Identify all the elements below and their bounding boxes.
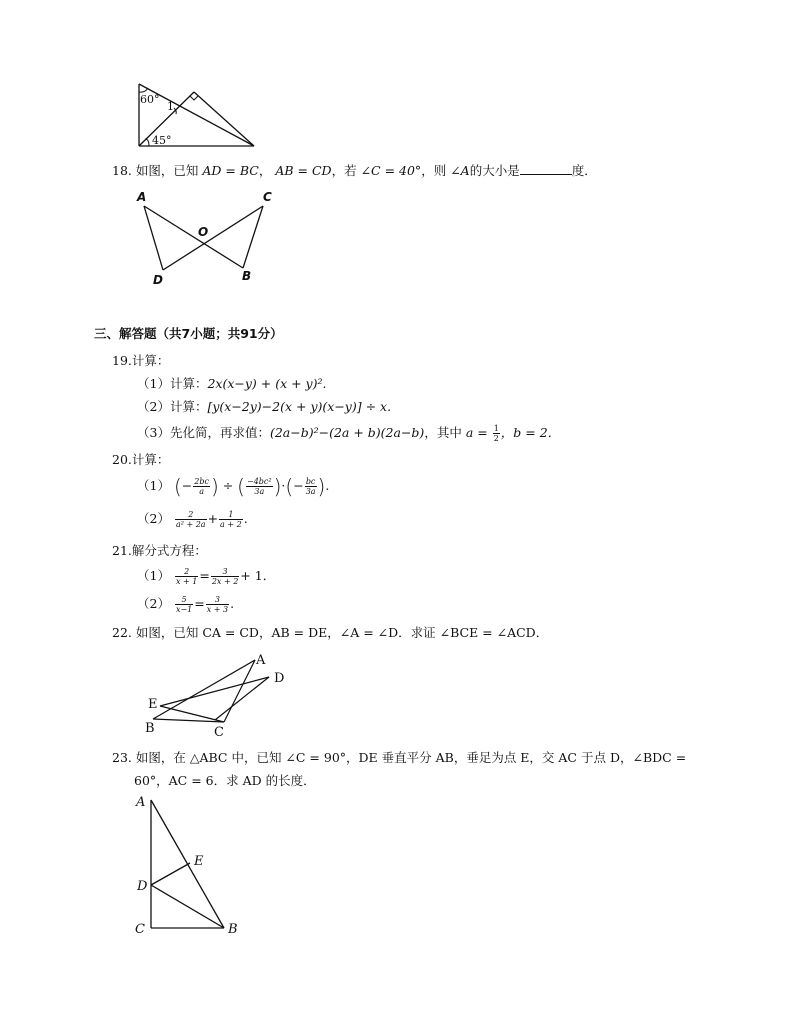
numerator: bc — [305, 477, 316, 486]
q19-p3-where: ，其中 — [424, 425, 462, 440]
answer-blank — [520, 163, 572, 175]
denominator: a — [199, 487, 204, 496]
q20-title: 计算： — [131, 452, 170, 467]
paren: ) — [210, 474, 219, 499]
q18-sep2: ，若 — [331, 163, 357, 178]
fig18-label-B: B — [242, 269, 252, 283]
q19-p3-b: ，b = 2． — [500, 425, 561, 440]
q18-number: 18. — [112, 163, 132, 178]
numerator: 2bc — [194, 477, 209, 486]
q21-title: 解分式方程： — [131, 543, 207, 558]
fig22-label-D: D — [274, 671, 285, 686]
fig23-line — [151, 863, 190, 885]
fig18-label-A: A — [137, 190, 147, 204]
q22-number: 22. — [112, 625, 132, 640]
denominator: x−1 — [175, 605, 193, 614]
q20-p2-label: （2） — [137, 511, 170, 526]
q19-p2-expr: [y(x−2y)−2(x + y)(x−y)] ÷ x. — [207, 399, 392, 414]
fig18-line — [243, 206, 263, 268]
denominator: a + 2 — [220, 520, 242, 529]
fig17-right-angle-mark — [190, 96, 198, 100]
fraction — [219, 510, 243, 529]
q22-figure — [142, 650, 292, 740]
fraction — [175, 510, 207, 529]
q19-p3-label: （3）先化简，再求值： — [137, 425, 270, 440]
fig23-label-D: D — [137, 879, 148, 894]
q19-number: 19. — [112, 353, 132, 368]
paren: ( — [237, 474, 245, 499]
fig23-line — [151, 885, 224, 928]
paren: ) — [317, 474, 326, 499]
fig18-line — [144, 206, 243, 268]
q19-p3-a: a = — [465, 425, 488, 440]
q18-figure — [134, 186, 280, 288]
paren: ( — [285, 474, 294, 499]
q19-part2 — [137, 399, 391, 415]
q21-p1-tail: + 1． — [240, 568, 276, 583]
q19-p3-expr: (2a−b)²−(2a + b)(2a−b) — [269, 425, 425, 440]
q23-line2: 60°，AC = 6．求 AD 的长度． — [134, 773, 316, 788]
numerator: 2 — [175, 567, 198, 577]
fig23-label-A: A — [136, 795, 146, 810]
numerator: 1 — [493, 424, 499, 433]
q23-line1 — [112, 750, 686, 766]
fraction — [175, 595, 193, 614]
section-title: 三、解答题（共7小题；共91分） — [94, 326, 283, 341]
paren: ( — [173, 474, 182, 499]
q17-figure — [132, 82, 262, 152]
fraction — [246, 477, 273, 496]
q21-part1: （1） $\frac{2}{x + 1}$ = $\frac{3}{2x + 2}$ + 1． — [137, 567, 276, 586]
fig22-label-A: A — [256, 653, 266, 668]
numerator: 1 — [219, 510, 243, 520]
numerator: 3 — [211, 567, 239, 577]
q18-cond3: ∠C = 40° — [360, 163, 422, 178]
q20-part2: （2） $\frac{2}{\text{a² + 2a}}$ + $\frac{1}{a + 2}$ . — [137, 510, 248, 529]
fig17-label-45: 45° — [152, 134, 172, 147]
numerator: −4bc² — [246, 477, 272, 486]
denominator: x + 1 — [175, 577, 198, 586]
q20-heading — [112, 452, 169, 468]
fig18-label-O: O — [198, 225, 209, 239]
q18-sep3: ，则 — [421, 163, 447, 178]
q22-body: 如图，已知 CA = CD，AB = DE，∠A = ∠D．求证 ∠BCE = ∠ACD． — [135, 625, 549, 640]
q21-heading — [112, 543, 207, 559]
fig17-label-1: 1 — [167, 100, 174, 113]
fig22-line — [160, 677, 269, 706]
q18-text — [112, 163, 597, 179]
q18-post2: 度． — [571, 163, 597, 178]
denominator: 2x + 2 — [211, 577, 239, 586]
q23-body1: 如图，在 △ABC 中，已知 ∠C = 90°，DE 垂直平分 AB，垂足为点 E，交 AC 于点 D，∠BDC = — [135, 750, 687, 765]
numerator: 2 — [175, 510, 207, 520]
fraction — [175, 567, 198, 586]
fig17-label-60: 60° — [140, 93, 160, 106]
fig22-label-B: B — [145, 721, 155, 736]
q23-number: 23. — [112, 750, 132, 765]
q19-p1-expr: 2x(x−y) + (x + y)². — [207, 376, 327, 391]
fig23-label-C: C — [135, 922, 145, 937]
fraction — [193, 477, 210, 496]
q19-p1-label: （1）计算： — [137, 376, 208, 391]
q23-figure — [130, 792, 250, 942]
numerator: 3 — [206, 595, 229, 605]
paren: ) — [273, 474, 282, 499]
denominator: x + 3 — [206, 605, 229, 614]
denominator: a² + 2a — [175, 520, 206, 529]
denominator: 3a — [305, 487, 316, 496]
fig22-label-C: C — [214, 725, 224, 740]
denominator: 3a — [254, 487, 265, 496]
q20-part1: （1） (− $\frac{2bc}{a}$ ) ÷ ( $\frac{\text{−4bc²}}{3a}$ )·(− $\frac{bc}{3a}$ ). — [137, 474, 330, 499]
q19-part1 — [137, 376, 326, 392]
q18-post1: 的大小是 — [469, 163, 520, 178]
q22-text — [112, 625, 548, 641]
q21-number: 21. — [112, 543, 132, 558]
q19-p2-label: （2）计算： — [137, 399, 208, 414]
fig18-label-D: D — [153, 273, 163, 287]
fig22-label-E: E — [148, 697, 158, 712]
fig22-line — [215, 677, 269, 720]
q20-number: 20. — [112, 452, 132, 467]
numerator: 5 — [175, 595, 193, 605]
fig23-label-B: B — [228, 922, 238, 937]
fraction — [211, 567, 239, 586]
q18-sep1: ， — [258, 163, 272, 178]
q21-part2: （2） $\frac{5}{x-1}$ = $\frac{3}{x + 3}$ . — [137, 595, 235, 614]
q19-heading — [112, 353, 169, 369]
q21-p1-label: （1） — [137, 568, 170, 583]
q18-angle: ∠A — [450, 163, 470, 178]
q19-title: 计算： — [131, 353, 170, 368]
q18-cond2: AB = CD — [275, 163, 332, 178]
fig18-label-C: C — [263, 190, 272, 204]
fig18-line — [163, 206, 263, 270]
denominator: 2 — [493, 434, 499, 443]
q18-pre: 如图，已知 — [135, 163, 199, 178]
fraction — [206, 595, 229, 614]
fraction — [305, 477, 317, 496]
fraction — [493, 424, 500, 443]
q21-p2-label: （2） — [137, 596, 170, 611]
q20-p1-label: （1） — [137, 478, 170, 493]
q18-cond1: AD = BC — [202, 163, 259, 178]
fig23-label-E: E — [194, 854, 204, 869]
q19-part3 — [137, 424, 560, 443]
